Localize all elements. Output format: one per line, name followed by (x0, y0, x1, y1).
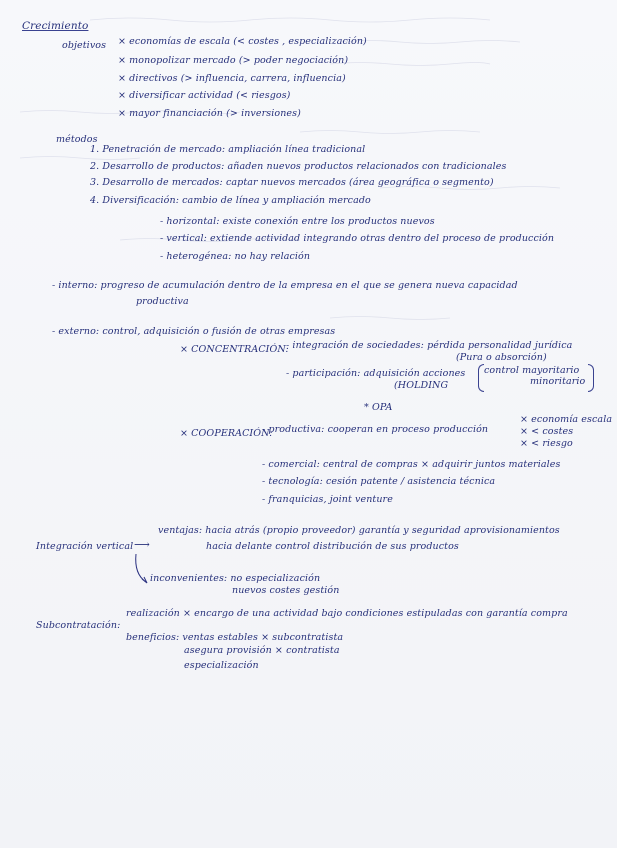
objetivos-label: objetivos (62, 40, 107, 51)
integracion-vertical-label: Integración vertical (36, 541, 134, 552)
cooperacion-beneficio: × < costes (520, 426, 574, 437)
metodo-item: 4. Diversificación: cambio de línea y ampliación mercado (90, 195, 371, 206)
cooperacion-productiva: - productiva: cooperan en proceso producción (262, 424, 489, 435)
objetivo-item: × monopolizar mercado (> poder negociación) (118, 55, 349, 66)
inconvenientes-line-2: nuevos costes gestión (232, 585, 340, 596)
control-label-1: control mayoritario (484, 365, 580, 376)
subcontratacion-definicion: realización × encargo de una actividad bajo condiciones estipuladas con garantía compra (126, 608, 568, 619)
metodo-item: 3. Desarrollo de mercados: captar nuevos mercados (área geográfica o segmento) (90, 177, 494, 188)
diversificacion-subitem: - heterogénea: no hay relación (160, 251, 311, 262)
objetivo-item: × economías de escala (< costes , especialización) (118, 36, 367, 47)
crecimiento-title: Crecimiento (22, 20, 89, 32)
control-bracket-right (588, 364, 594, 392)
concentracion-label: × CONCENTRACIÓN: (180, 344, 289, 355)
ventajas-line-1: ventajas: hacia atrás (propio proveedor) garantía y seguridad aprovisionamientos (158, 525, 560, 536)
opa-label: * OPA (364, 402, 393, 413)
metodo-item: 2. Desarrollo de productos: añaden nuevos productos relacionados con tradicionales (90, 161, 507, 172)
cooperacion-franquicias: - franquicias, joint venture (262, 494, 393, 505)
ventajas-line-2: hacia delante control distribución de sus productos (206, 541, 459, 552)
objetivo-item: × diversificar actividad (< riesgos) (118, 90, 291, 101)
objetivo-item: × mayor financiación (> inversiones) (118, 108, 301, 119)
metodo-item: 1. Penetración de mercado: ampliación línea tradicional (90, 144, 366, 155)
beneficios-line: especialización (184, 660, 259, 671)
cooperacion-label: × COOPERACIÓN: (180, 428, 273, 439)
control-label-2: minoritario (530, 376, 586, 387)
concentracion-integracion: - integración de sociedades: pérdida personalidad jurídica (286, 340, 573, 351)
inconvenientes-line-1: inconvenientes: no especialización (150, 573, 321, 584)
objetivo-item: × directivos (> influencia, carrera, influencia) (118, 73, 346, 84)
beneficios-line: beneficios: ventas estables × subcontratista (126, 632, 344, 643)
externo-line: - externo: control, adquisición o fusión de otras empresas (52, 326, 336, 337)
cooperacion-comercial: - comercial: central de compras × adquirir juntos materiales (262, 459, 561, 470)
concentracion-holding: (HOLDING (394, 380, 449, 391)
concentracion-participacion: - participación: adquisición acciones (286, 368, 466, 379)
concentracion-integracion-sub: (Pura o absorción) (456, 352, 547, 363)
metodos-label: métodos (56, 134, 98, 145)
arrow-right-icon: ⟶ (134, 538, 150, 551)
interno-line-1: - interno: progreso de acumulación dentro de la empresa en el que se genera nueva capacidad (52, 280, 518, 291)
cooperacion-beneficio: × economía escala (520, 414, 613, 425)
beneficios-line: asegura provisión × contratista (184, 645, 340, 656)
subcontratacion-label: Subcontratación: (36, 620, 121, 631)
diversificacion-subitem: - horizontal: existe conexión entre los productos nuevos (160, 216, 435, 227)
diversificacion-subitem: - vertical: extiende actividad integrando otras dentro del proceso de producción (160, 233, 555, 244)
cooperacion-beneficio: × < riesgo (520, 438, 573, 449)
interno-line-2: productiva (136, 296, 189, 307)
curved-arrow-icon (132, 552, 152, 586)
cooperacion-tecnologia: - tecnología: cesión patente / asistencia técnica (262, 476, 496, 487)
